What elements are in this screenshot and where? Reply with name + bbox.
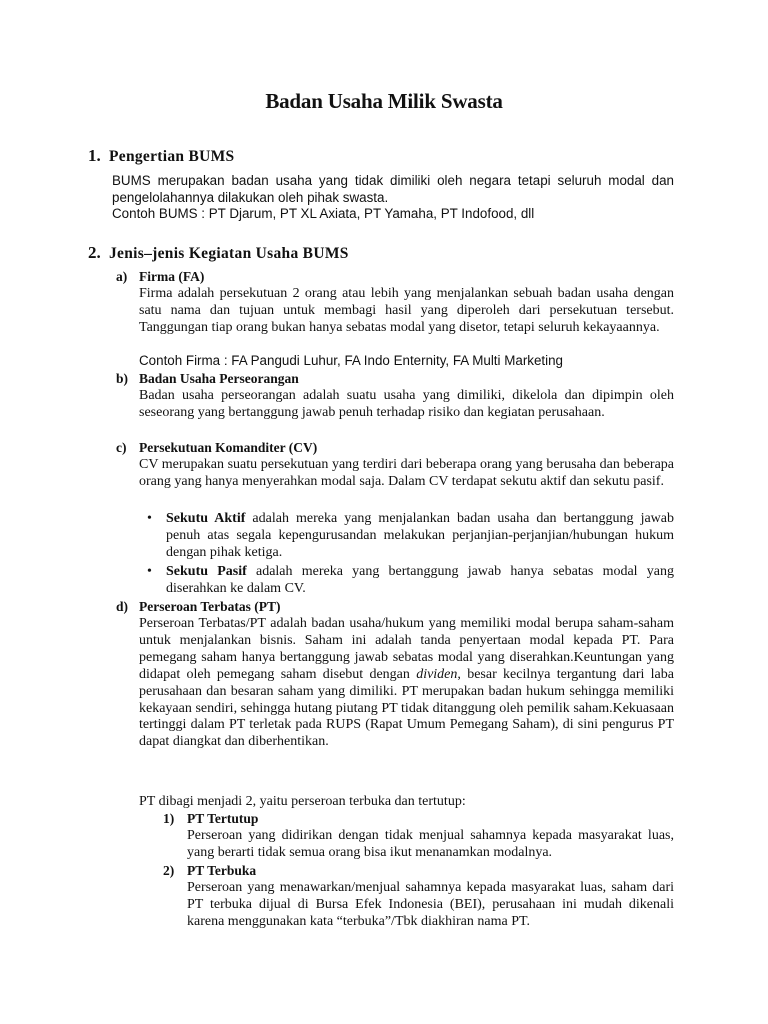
- pt-heading: Perseroan Terbatas (PT): [139, 599, 281, 614]
- cv-heading: Persekutuan Komanditer (CV): [139, 440, 318, 455]
- firma-heading: Firma (FA): [139, 269, 205, 284]
- document-title: Badan Usaha Milik Swasta: [265, 89, 503, 113]
- section-2-title: Jenis–jenis Kegiatan Usaha BUMS: [109, 245, 349, 262]
- pt-tertutup-paragraph: Perseroan yang didirikan dengan tidak menjual sahamnya kepada masyarakat luas, yang berarti tidak semua orang bisa ikut menanamkan modalnya.: [187, 828, 674, 860]
- sekutu-aktif-text: adalah mereka yang menjalankan badan usaha dan bertanggung jawab penuh atas segala kepengurusandan melakukan perjanjian-perjanjian/hubungan hukum dengan pihak ketiga.: [166, 511, 675, 560]
- pt-item-1-label: 1): [163, 811, 175, 826]
- pt-terbuka-paragraph: Perseroan yang menawarkan/menjual sahamnya kepada masyarakat luas, saham dari PT terbuka dijual di Bursa Efek Indonesia (BEI), perusahaan ini mudah dikenali karena menggunakan kata “terbuka”/Tbk diakhiran nama PT.: [187, 880, 674, 929]
- section-2-heading: [88, 243, 349, 263]
- item-c-label: c): [116, 440, 127, 455]
- perseorangan-heading: Badan Usaha Perseorangan: [139, 371, 299, 386]
- section-1-example: Contoh BUMS : PT Djarum, PT XL Axiata, PT Yamaha, PT Indofood, dll: [112, 206, 535, 221]
- sekutu-aktif-term: Sekutu Aktif: [166, 511, 246, 526]
- firma-paragraph: Firma adalah persekutuan 2 orang atau lebih yang menjalankan sebuah badan usaha dengan satu nama dan tujuan untuk membagi hasil yang diperoleh dari persekutuan tersebut. Tanggungan tiap orang bukan hanya sebatas modal yang disetor, tetapi seluruh kekayaannya.: [139, 286, 674, 335]
- pt-tertutup-heading: PT Tertutup: [187, 811, 259, 826]
- section-1-number: 1.: [88, 146, 101, 165]
- sekutu-aktif-item: [166, 511, 674, 562]
- pt-item-2-label: 2): [163, 863, 175, 878]
- pt-paragraph: [139, 616, 674, 751]
- pt-split-intro: PT dibagi menjadi 2, yaitu perseroan terbuka dan tertutup:: [139, 794, 466, 809]
- section-2-number: 2.: [88, 243, 101, 262]
- bullet-dot-icon: •: [147, 511, 152, 526]
- firma-example: Contoh Firma : FA Pangudi Luhur, FA Indo Enternity, FA Multi Marketing: [139, 353, 564, 368]
- bullet-dot-icon: •: [147, 564, 152, 579]
- pt-paragraph-part2: , besar kecilnya tergantung dari laba perusahaan dan besaran saham yang dimiliki. PT merupakan badan hukum sehingga memiliki kekayaan sendiri, sehingga hutang piutang PT tidak ditanggung oleh pemilik saham.Kekuasaan tertinggi dalam PT terletak pada RUPS (Rapat Umum Pemegang Saham), di sini pengurus PT dapat diangkat dan diberhentikan.: [139, 666, 674, 750]
- cv-paragraph: CV merupakan suatu persekutuan yang terdiri dari beberapa orang yang berusaha dan beberapa orang yang hanya menyerahkan modal saja. Dalam CV terdapat sekutu aktif dan sekutu pasif.: [139, 457, 674, 489]
- perseorangan-paragraph: Badan usaha perseorangan adalah suatu usaha yang dimiliki, dikelola dan dipimpin oleh seseorang yang bertanggung jawab penuh terhadap risiko dan kegiatan perusahaan.: [139, 388, 674, 420]
- item-d-label: d): [116, 599, 129, 614]
- item-a-label: a): [116, 269, 128, 284]
- section-1-paragraph: BUMS merupakan badan usaha yang tidak dimiliki oleh negara tetapi seluruh modal dan pengelolahannya dilakukan oleh pihak swasta.: [112, 173, 674, 205]
- sekutu-pasif-term: Sekutu Pasif: [166, 564, 247, 579]
- sekutu-pasif-item: [166, 564, 674, 598]
- pt-terbuka-heading: PT Terbuka: [187, 863, 257, 878]
- sekutu-pasif-text: adalah mereka yang bertanggung jawab hanya sebatas modal yang diserahkan ke dalam CV.: [166, 564, 674, 596]
- pt-paragraph-dividen: dividen: [416, 666, 458, 682]
- item-b-label: b): [116, 371, 129, 386]
- section-1-heading: [88, 146, 234, 166]
- section-1-title: Pengertian BUMS: [109, 148, 235, 165]
- pt-paragraph-part1: Perseroan Terbatas/PT adalah badan usaha/hukum yang memiliki modal berupa saham-saham untuk menjalankan bisnis. Saham ini adalah tanda penyertaan modal kepada PT. Para pemegang saham hanya bertanggung jawab sebatas modal yang diserahkan.Keuntungan yang didapat oleh pemegang saham disebut dengan: [139, 616, 674, 682]
